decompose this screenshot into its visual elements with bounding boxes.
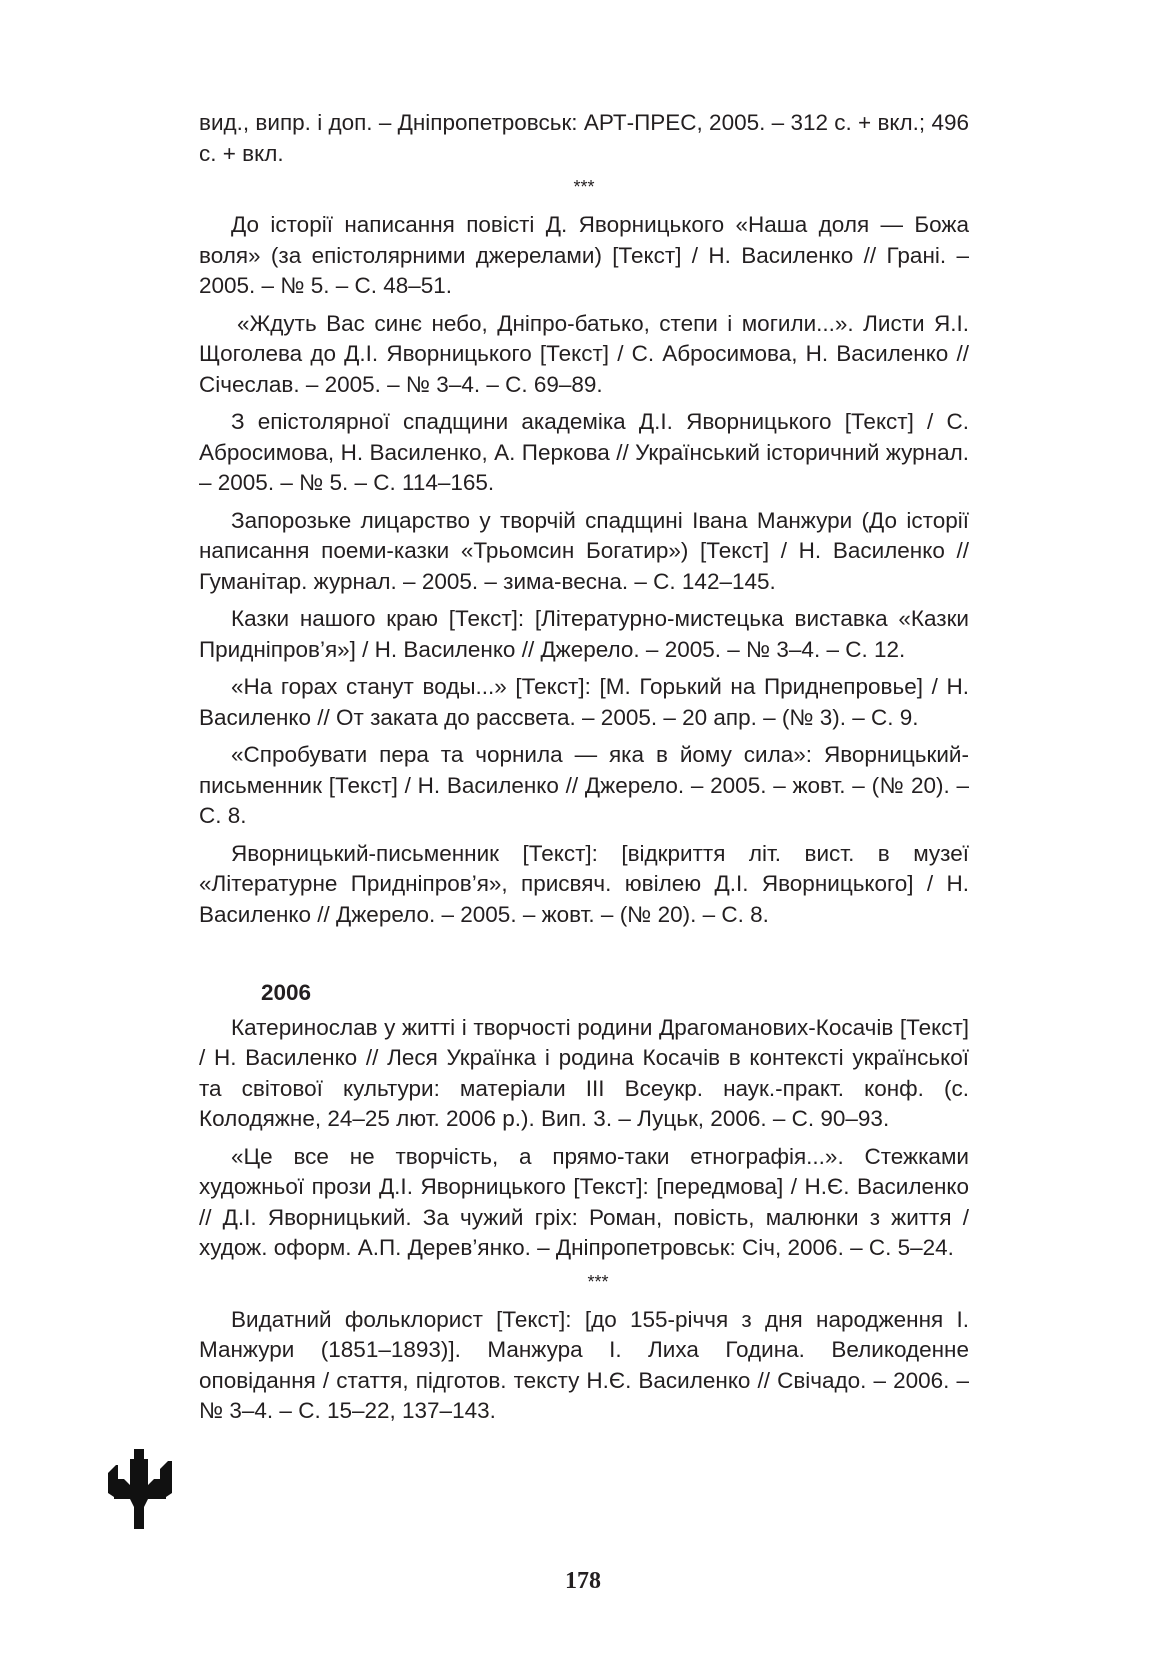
bibliography-entry: «Спробувати пера та чорнила — яка в йому сила»: Яворницький-письменник [Текст] / Н. Василенко // Джерело. – 2005. – жовт. – (№ 20). – С. 8. (199, 742, 969, 828)
bibliography-entry: вид., випр. і доп. – Дніпропетровськ: АРТ-ПРЕС, 2005. – 312 с. + вкл.; 496 с. + вкл. (199, 110, 969, 166)
page-body (199, 108, 969, 1434)
bibliography-entry: З епістолярної спадщини академіка Д.І. Яворницького [Текст] / С. Абросимова, Н. Василенко, А. Перкова // Український історичний журнал. – 2005. – № 5. – С. 114–165. (199, 409, 969, 495)
year-heading: 2006 (261, 980, 312, 1005)
bibliography-entry: «Ждуть Вас синє небо, Дніпро-батько, степи і могили...». Листи Я.І. Щоголева до Д.І. Яворницького [Текст] / С. Абросимова, Н. Василенко // Січеслав. – 2005. – № 3–4. – С. 69–89. (199, 310, 969, 397)
bibliography-entry: «Це все не творчість, а прямо-таки етнографія...». Стежками художньої прози Д.І. Яворницького [Текст]: [передмова] / Н.Є. Василенко // Д.І. Яворницький. За чужий гріх: Роман, повість, малюнки з життя / худож. оформ. А.П. Дерев’янко. – Дніпропетровськ: Січ, 2006. – С. 5–24. (199, 1143, 969, 1260)
bibliography-entry: Казки нашого краю [Текст]: [Літературно-мистецька виставка «Казки Придніпров’я»] / Н. Василенко // Джерело. – 2005. – № 3–4. – С. 12. (199, 606, 969, 662)
bibliography-entry: До історії написання повісті Д. Яворницького «Наша доля — Божа воля» (за епістолярними джерелами) [Текст] / Н. Василенко // Грані. – 2005. – № 5. – С. 48–51. (199, 212, 969, 298)
publisher-logo-icon (108, 1449, 172, 1529)
section-separator: *** (573, 177, 595, 197)
bibliography-entry: Видатний фольклорист [Текст]: [до 155-річчя з дня народження І. Манжури (1851–1893)]. Манжура І. Лиха Година. Великоденне оповідання / стаття, підготов. тексту Н.Є. Василенко // Свічадо. – 2006. – № 3–4. – С. 15–22, 137–143. (199, 1306, 969, 1423)
page-number: 178 (565, 1568, 601, 1594)
bibliography-entry: Катеринослав у житті і творчості родини Драгоманових-Косачів [Текст] / Н. Василенко // Леся Українка і родина Косачів в контексті української та світової культури: матеріали ІІІ Всеукр. наук.-практ. конф. (с. Колодяжне, 24–25 лют. 2006 р.). Вип. 3. – Луцьк, 2006. – С. 90–93. (199, 1014, 969, 1131)
section-separator: *** (587, 1271, 609, 1292)
bibliography-entry: Запорозьке лицарство у творчій спадщині Івана Манжури (До історії написання поеми-казки «Трьомсин Богатир») [Текст] / Н. Василенко // Гуманітар. журнал. – 2005. – зима-весна. – С. 142–145. (199, 507, 969, 594)
bibliography-entry: «На горах станут воды...» [Текст]: [М. Горький на Приднепровье] / Н. Василенко // От заката до рассвета. – 2005. – 20 апр. – (№ 3). – С. 9. (199, 674, 969, 730)
bibliography-entry: Яворницький-письменник [Текст]: [відкриття літ. вист. в музеї «Літературне Придніпров’я», присвяч. ювілею Д.І. Яворницького] / Н. Василенко // Джерело. – 2005. – жовт. – (№ 20). – С. 8. (199, 840, 969, 927)
